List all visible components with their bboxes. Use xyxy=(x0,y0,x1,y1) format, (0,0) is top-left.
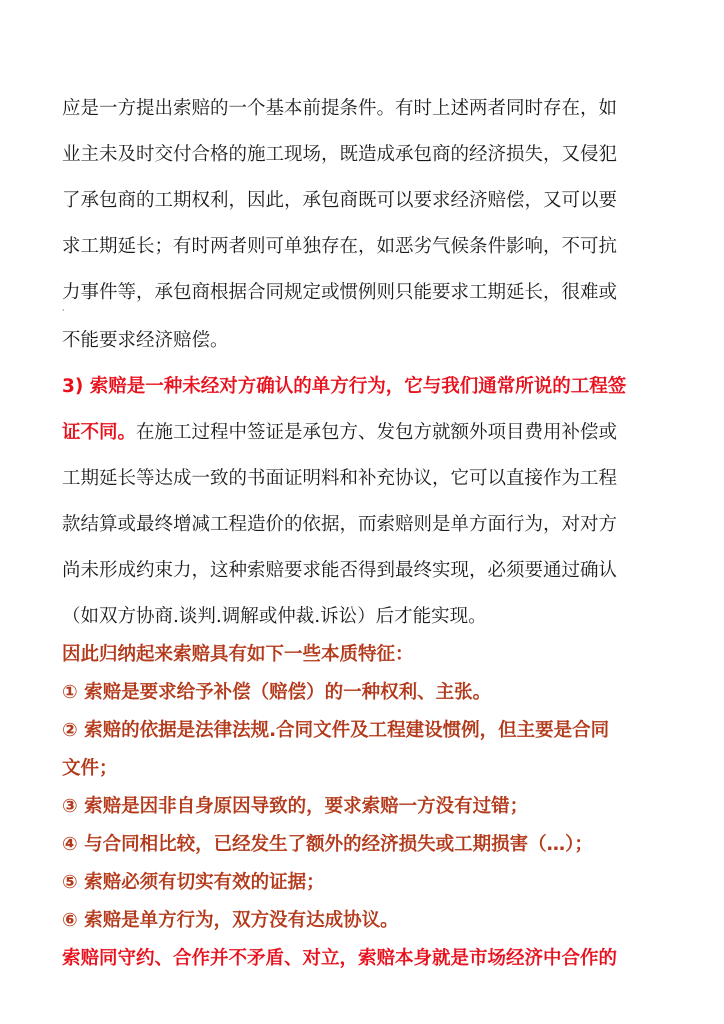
point3-text: 在施工过程中签证是承包方、发包方就额外项目费用补偿或 xyxy=(136,422,618,443)
paragraph-line: 了承包商的工期权利，因此，承包商既可以要求经济赔偿，又可以要 xyxy=(62,190,618,211)
feature-item: ④ 与合同相比较，已经发生了额外的经济损失或工期损害（…）； xyxy=(62,834,593,855)
feature-item: 文件； xyxy=(62,758,118,779)
stray-mark: · xyxy=(62,306,65,315)
features-title: 因此归纳起来索赔具有如下一些本质特征： xyxy=(62,644,414,665)
paragraph-line: 应是一方提出索赔的一个基本前提条件。有时上述两者同时存在，如 xyxy=(62,98,618,119)
point3-line: 款结算或最终增减工程造价的依据，而索赔则是单方面行为，对对方 xyxy=(62,514,618,535)
paragraph-line: 业主未及时交付合格的施工现场，既造成承包商的经济损失，又侵犯 xyxy=(62,144,618,165)
point3-heading-end: 证不同。 xyxy=(62,422,137,443)
feature-item: ⑤ 索赔必须有切实有效的证据； xyxy=(62,872,325,893)
closing-line: 索赔同守约、合作并不矛盾、对立，索赔本身就是市场经济中合作的 xyxy=(62,948,618,969)
feature-item: ⑥ 索赔是单方行为，双方没有达成协议。 xyxy=(62,910,399,931)
paragraph-line: 不能要求经济赔偿。 xyxy=(62,330,229,351)
feature-item: ③ 索赔是因非自身原因导致的，要求索赔一方没有过错； xyxy=(62,796,529,817)
paragraph-line: 求工期延长；有时两者则可单独存在，如恶劣气候条件影响，不可抗 xyxy=(62,236,618,257)
point3-line: （如双方协商.谈判.调解或仲裁.诉讼）后才能实现。 xyxy=(62,606,487,627)
document-page xyxy=(62,96,662,972)
point3-line: 尚未形成约束力，这种索赔要求能否得到最终实现，必须要通过确认 xyxy=(62,560,618,581)
point3-line: 工期延长等达成一致的书面证明料和补充协议，它可以直接作为工程 xyxy=(62,468,618,489)
paragraph-line: 力事件等，承包商根据合同规定或惯例则只能要求工期延长，很难或 xyxy=(62,282,618,303)
feature-item: ② 索赔的依据是法律法规.合同文件及工程建设惯例，但主要是合同 xyxy=(62,720,610,741)
point3-heading: 3) 索赔是一种未经对方确认的单方行为，它与我们通常所说的工程签 xyxy=(62,376,627,397)
point3-line xyxy=(62,420,662,446)
feature-item: ① 索赔是要求给予补偿（赔偿）的一种权利、主张。 xyxy=(62,682,492,703)
